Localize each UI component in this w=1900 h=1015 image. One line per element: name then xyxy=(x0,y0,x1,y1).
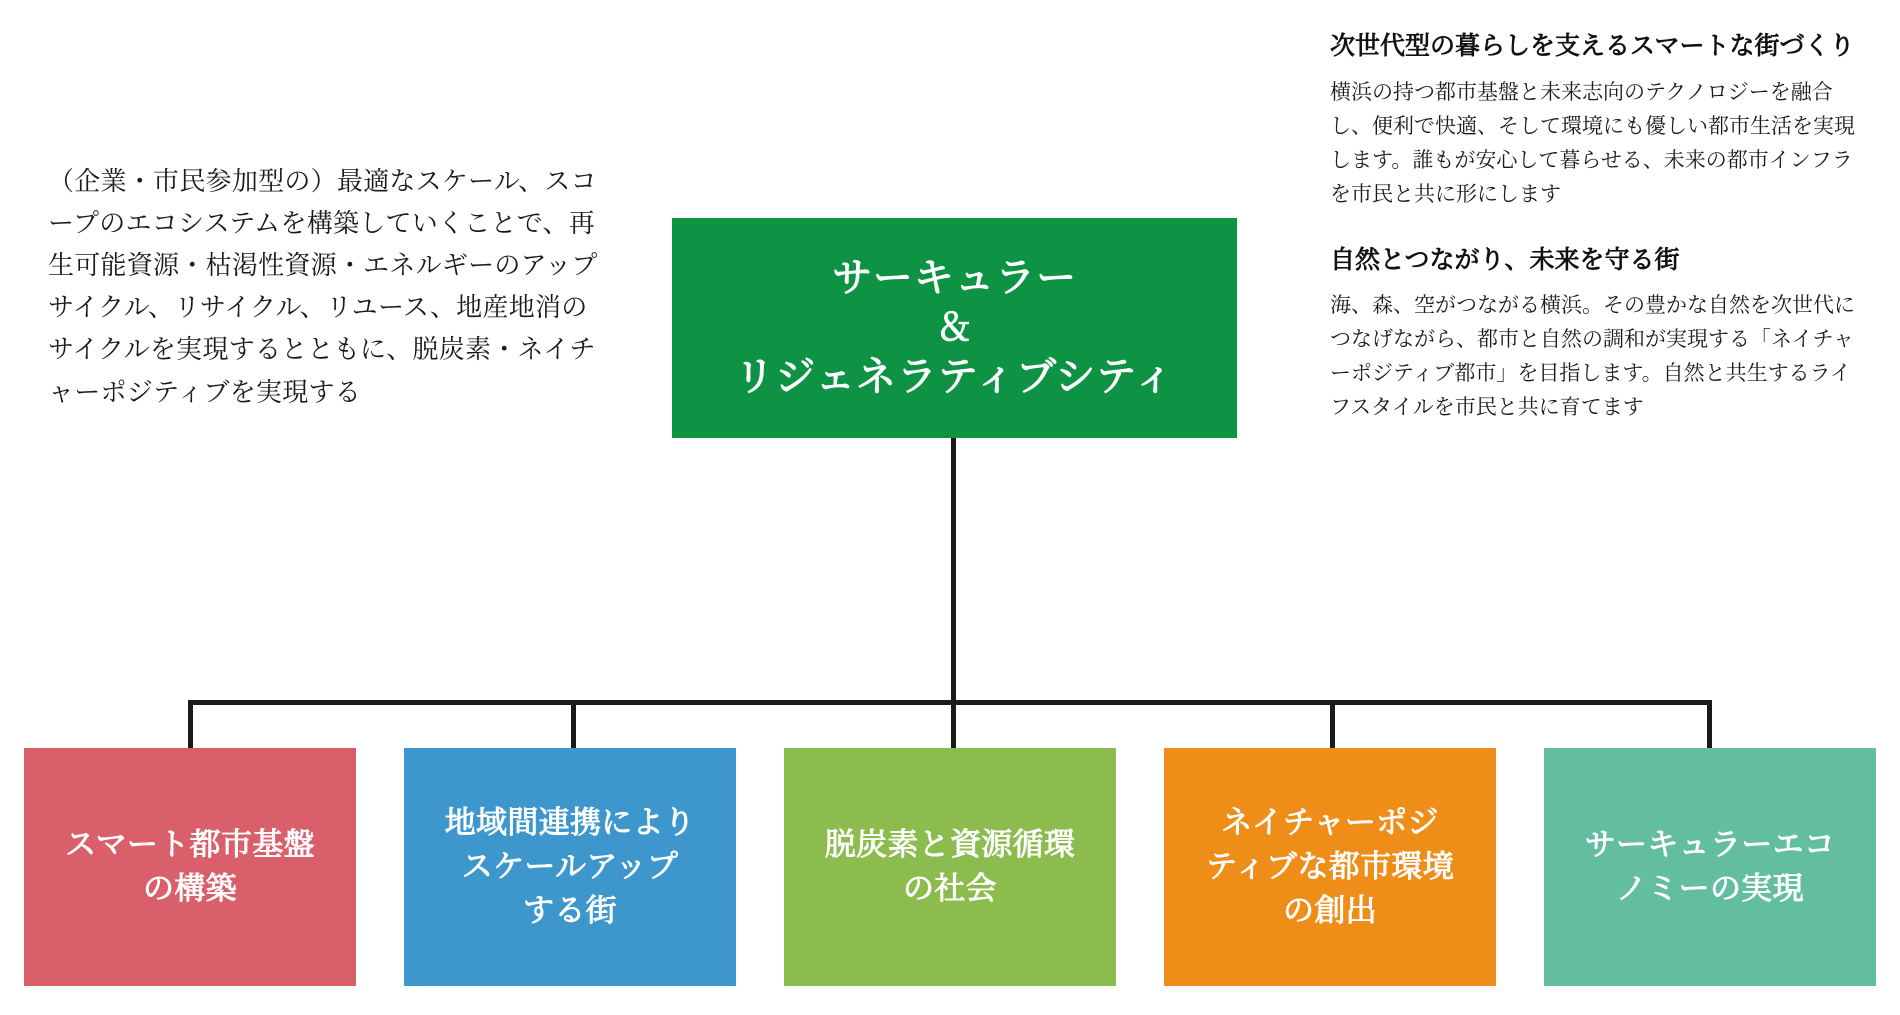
leaf-label-line: ノミーの実現 xyxy=(1616,871,1804,906)
connector-leg-3 xyxy=(951,700,956,748)
leaf-node-row xyxy=(24,748,1876,986)
right-section-heading-2: 自然とつながり、未来を守る街 xyxy=(1330,245,1680,274)
connector-trunk-vertical xyxy=(951,438,956,702)
leaf-label-line: 地域間連携により xyxy=(444,804,696,840)
leaf-label-line: サーキュラーエコ xyxy=(1584,826,1836,862)
root-node-line-1: サーキュラー xyxy=(832,256,1077,301)
leaf-label-line: スケールアップ xyxy=(461,848,679,884)
leaf-node-label xyxy=(1206,801,1454,933)
leaf-node-regional-cooperation xyxy=(404,748,736,986)
right-section-body-2: 海、森、空がつながる横浜。その豊かな自然を次世代につなげながら、都市と自然の調和が実現する「ネイチャーポジティブ都市」を目指します。自然と共生するライフスタイルを市民と共に育てます xyxy=(1330,294,1855,420)
right-section-body-1: 横浜の持つ都市基盤と未来志向のテクノロジーを融合し、便利で快適、そして環境にも優しい都市生活を実現します。誰もが安心して暮らせる、未来の都市インフラを市民と共に形にします xyxy=(1330,80,1855,206)
leaf-node-label xyxy=(65,823,315,911)
leaf-node-nature-positive-urban-environment xyxy=(1164,748,1496,986)
connector-bus-horizontal xyxy=(188,700,1710,705)
connector-leg-2 xyxy=(571,700,576,748)
connector-leg-4 xyxy=(1330,700,1335,748)
leaf-label-line: 脱炭素と資源循環 xyxy=(824,826,1076,862)
leaf-node-label xyxy=(445,801,695,933)
leaf-label-line: ネイチャーポジ xyxy=(1221,804,1439,840)
leaf-label-line: ティブな都市環境 xyxy=(1206,848,1454,884)
leaf-node-smart-city-infrastructure xyxy=(24,748,356,986)
leaf-node-label xyxy=(1585,823,1835,911)
leaf-label-line: する街 xyxy=(523,893,617,928)
leaf-label-line: の社会 xyxy=(903,871,997,906)
leaf-node-label xyxy=(825,823,1075,911)
leaf-node-circular-economy xyxy=(1544,748,1876,986)
leaf-label-line: の創出 xyxy=(1283,893,1377,928)
left-description-text: （企業・市民参加型の）最適なスケール、スコープのエコシステムを構築していくことで、再生可能資源・枯渇性資源・エネルギーのアップサイクル、リサイクル、リユース、地産地消のサイクルを実現するとともに、脱炭素・ネイチャーポジティブを実現する xyxy=(48,166,598,407)
connector-leg-5 xyxy=(1707,700,1712,748)
root-node-circular-regenerative-city xyxy=(672,218,1237,438)
leaf-label-line: スマート都市基盤 xyxy=(65,826,315,862)
right-section-heading-1: 次世代型の暮らしを支えるスマートな街づくり xyxy=(1330,32,1855,60)
connector-leg-1 xyxy=(188,700,193,748)
leaf-node-decarbonization-resource-circulation xyxy=(784,748,1116,986)
right-text-column xyxy=(1330,28,1860,425)
leaf-label-line: の構築 xyxy=(143,871,237,906)
root-node-line-2: ＆ xyxy=(935,307,974,349)
root-node-line-3: リジェネラティブシティ xyxy=(734,354,1175,399)
